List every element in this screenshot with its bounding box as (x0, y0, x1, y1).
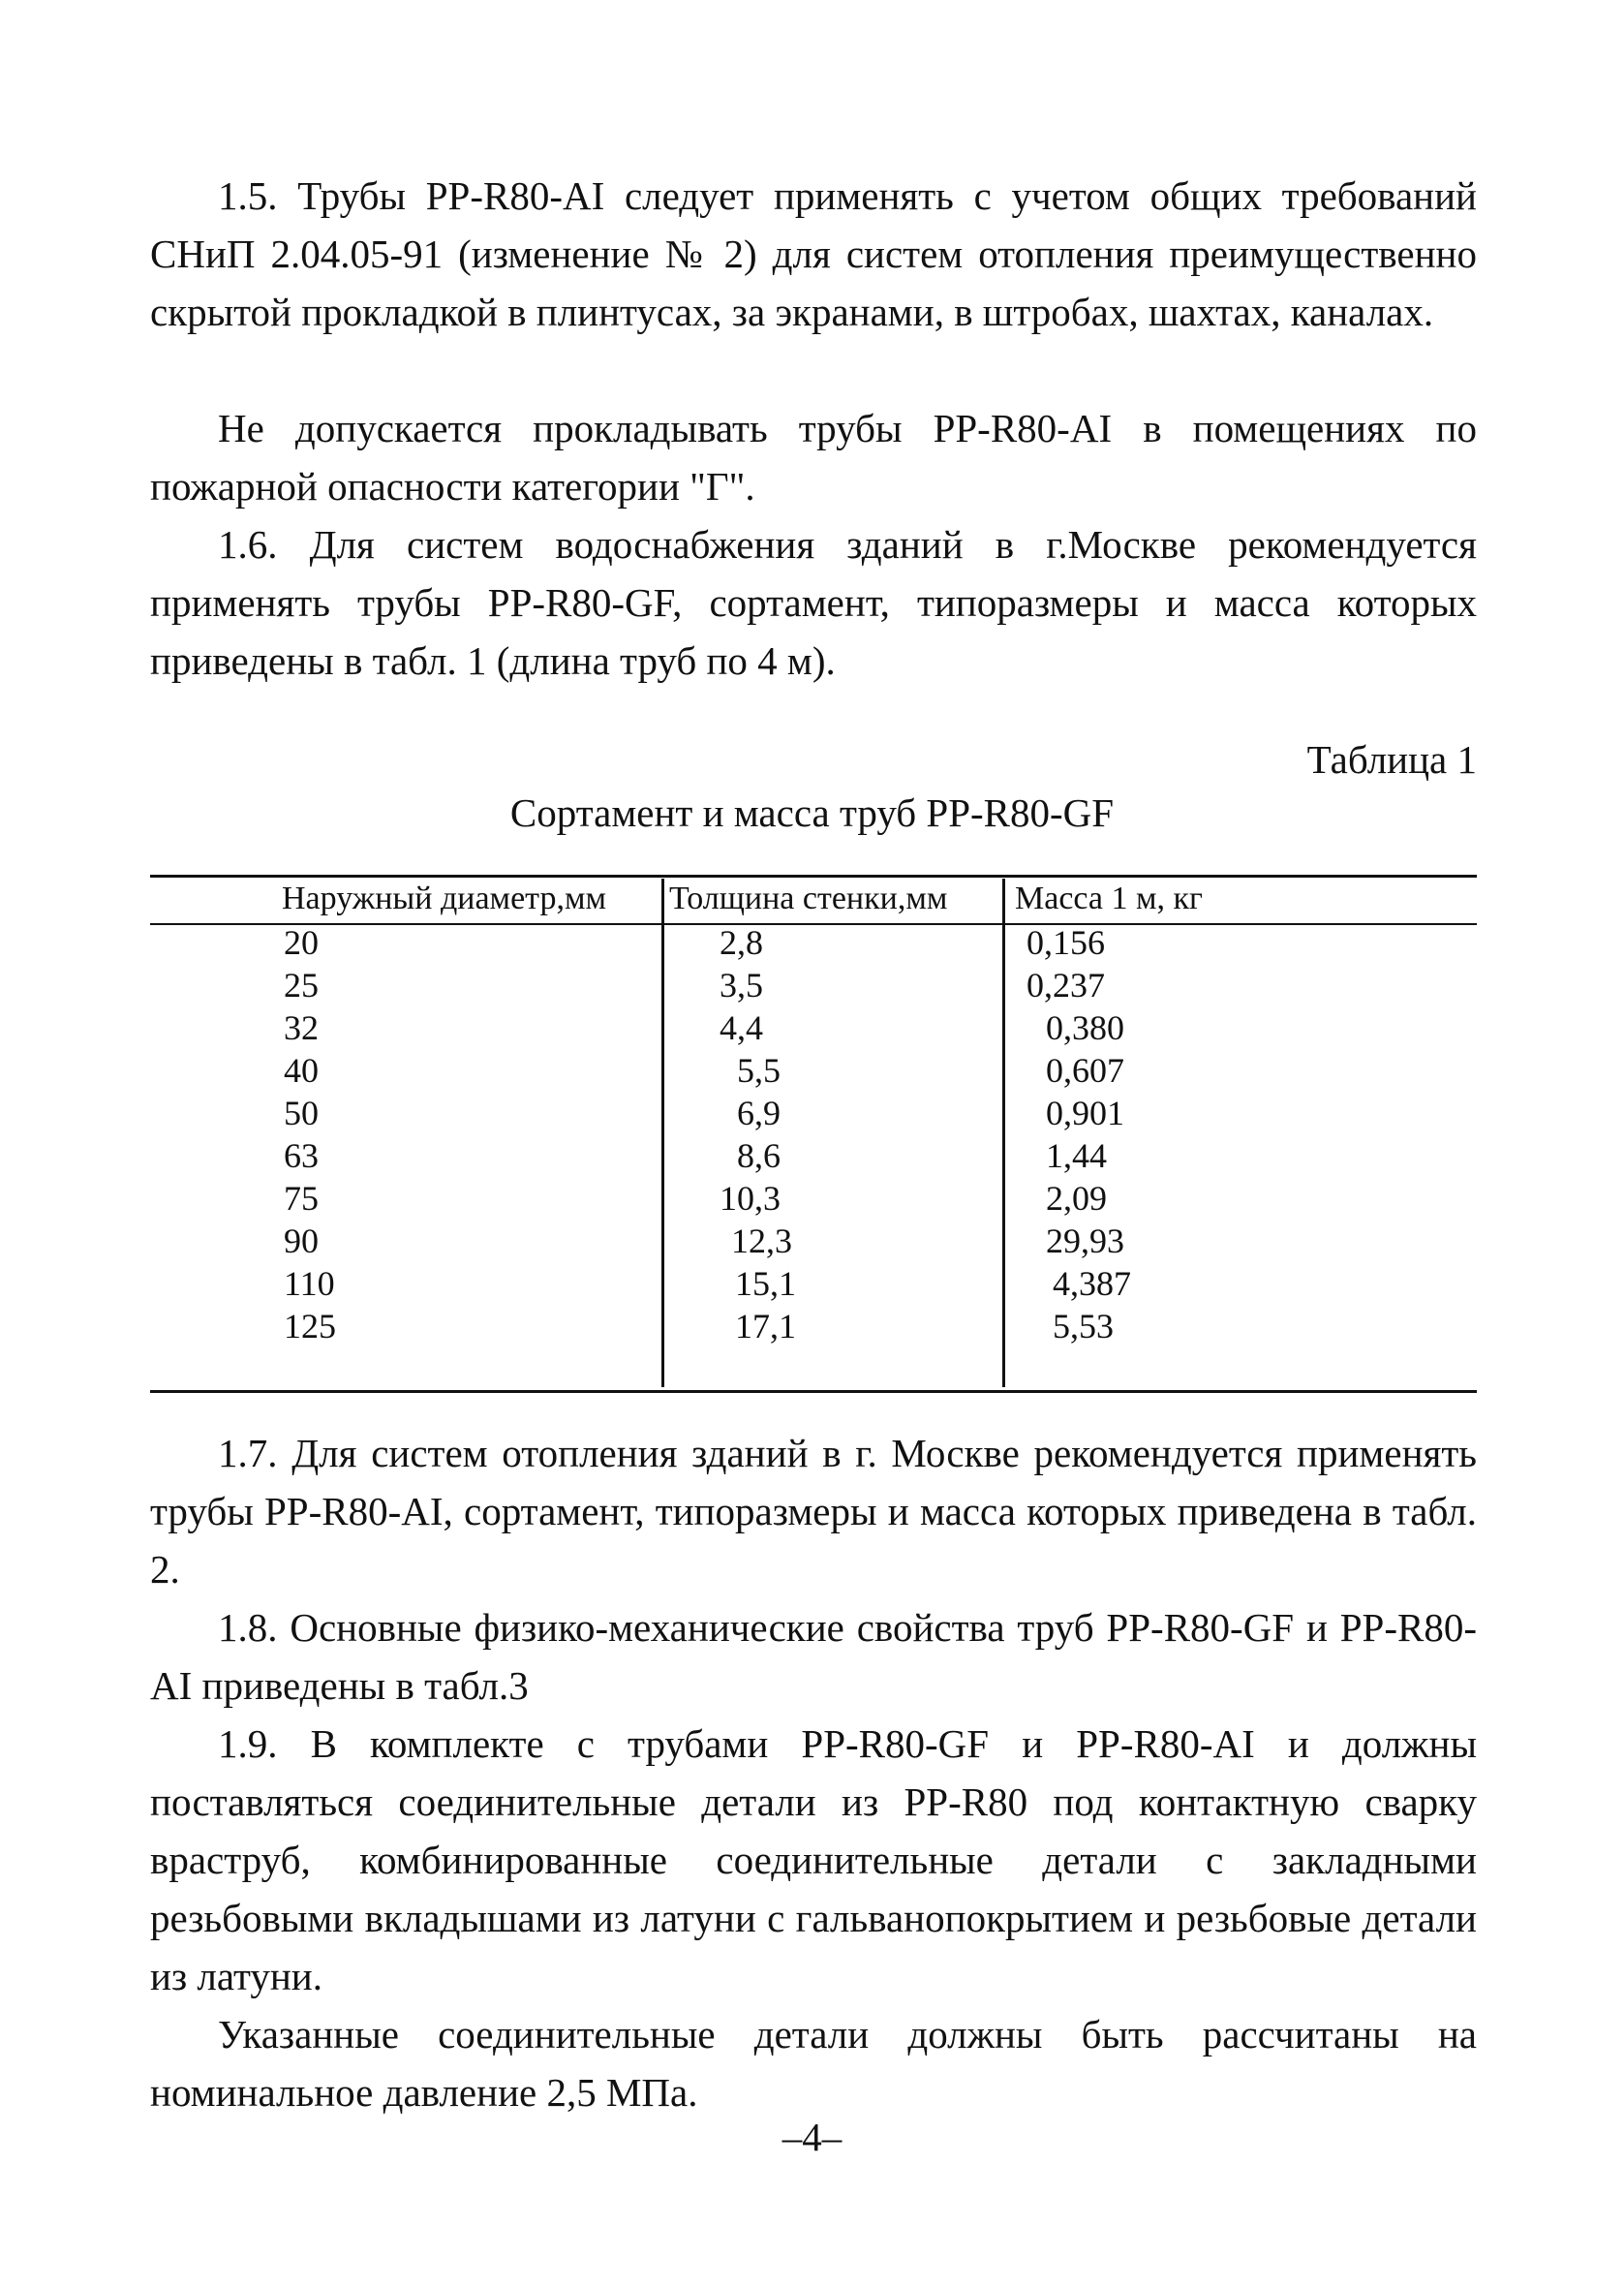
cell-thickness: 15,1 (735, 1264, 796, 1303)
pipe-table (150, 867, 1477, 1395)
table-row (150, 1177, 1477, 1220)
cell-mass: 0,607 (1046, 1051, 1124, 1090)
table-row (150, 1262, 1477, 1305)
cell-diameter: 20 (284, 923, 319, 962)
table-body (150, 921, 1477, 1347)
cell-diameter: 90 (284, 1222, 319, 1260)
table-row (150, 1220, 1477, 1262)
cell-mass: 1,44 (1046, 1136, 1107, 1175)
cell-thickness: 3,5 (720, 966, 763, 1005)
table-row (150, 1134, 1477, 1177)
cell-diameter: 125 (284, 1307, 336, 1346)
cell-mass: 0,237 (1026, 966, 1105, 1005)
table-number: Таблица 1 (1306, 737, 1477, 782)
table-row (150, 1049, 1477, 1092)
cell-thickness: 4,4 (720, 1008, 763, 1047)
header-outer-diameter: Наружный диаметр,мм (282, 881, 606, 916)
cell-thickness: 5,5 (737, 1051, 781, 1090)
paragraph-1-7: 1.7. Для систем отопления зданий в г. Москве рекомендуется применять трубы PP-R80-AI, сортамент, типоразмеры и масса которых приведена в табл. 2. (150, 1431, 1477, 1592)
table-row (150, 1006, 1477, 1049)
cell-mass: 4,387 (1053, 1264, 1131, 1303)
table-title: Сортамент и масса труб PP-R80-GF (509, 790, 1115, 835)
paragraph-1-8: 1.8. Основные физико-механические свойства труб PP-R80-GF и PP-R80-AI приведены в табл.3 (150, 1605, 1477, 1708)
paragraph-1-5-note: Не допускается прокладывать трубы PP-R80-AI в помещениях по пожарной опасности категории "Г". (150, 406, 1477, 509)
cell-thickness: 10,3 (720, 1179, 781, 1218)
table-row (150, 1305, 1477, 1347)
cell-diameter: 63 (284, 1136, 319, 1175)
cell-mass: 0,156 (1026, 923, 1105, 962)
table-row (150, 1092, 1477, 1134)
cell-thickness: 2,8 (720, 923, 763, 962)
cell-diameter: 32 (284, 1008, 319, 1047)
header-wall-thickness: Толщина стенки,мм (669, 881, 948, 916)
cell-diameter: 50 (284, 1094, 319, 1132)
paragraph-fittings-pressure: Указанные соединительные детали должны быть рассчитаны на номинальное давление 2,5 МПа. (150, 2012, 1477, 2115)
cell-mass: 0,380 (1046, 1008, 1124, 1047)
cell-diameter: 40 (284, 1051, 319, 1090)
cell-thickness: 12,3 (731, 1222, 792, 1260)
table-row (150, 964, 1477, 1006)
page-number: –4– (781, 2115, 843, 2159)
paragraph-1-6: 1.6. Для систем водоснабжения зданий в г.Москве рекомендуется применять трубы PP-R80-GF, сортамент, типоразмеры и масса которых приведены в табл. 1 (длина труб по 4 м). (150, 522, 1477, 683)
table-bottom-rule (150, 1390, 1477, 1393)
paragraph-1-5: 1.5. Трубы PP-R80-AI следует применять с учетом общих требований СНиП 2.04.05-91 (изменение № 2) для систем отопления преимущественно скрытой прокладкой в плинтусах, за экранами, в штробах, шахтах, каналах. (150, 173, 1477, 334)
table-row (150, 921, 1477, 964)
cell-diameter: 75 (284, 1179, 319, 1218)
paragraph-1-9: 1.9. В комплекте с трубами PP-R80-GF и PP-R80-AI и должны поставляться соединительные детали из PP-R80 под контактную сварку враструб, комбинированные соединительные детали с закладными резьбовыми вкладышами из латуни с гальванопокрытием и резьбовые детали из латуни. (150, 1721, 1477, 1998)
table-top-rule (150, 875, 1477, 878)
cell-thickness: 8,6 (737, 1136, 781, 1175)
cell-mass: 0,901 (1046, 1094, 1124, 1132)
cell-thickness: 6,9 (737, 1094, 781, 1132)
cell-mass: 5,53 (1053, 1307, 1114, 1346)
cell-mass: 2,09 (1046, 1179, 1107, 1218)
cell-diameter: 25 (284, 966, 319, 1005)
header-mass: Масса 1 м, кг (1015, 881, 1203, 916)
cell-thickness: 17,1 (735, 1307, 796, 1346)
cell-diameter: 110 (284, 1264, 335, 1303)
cell-mass: 29,93 (1046, 1222, 1124, 1260)
